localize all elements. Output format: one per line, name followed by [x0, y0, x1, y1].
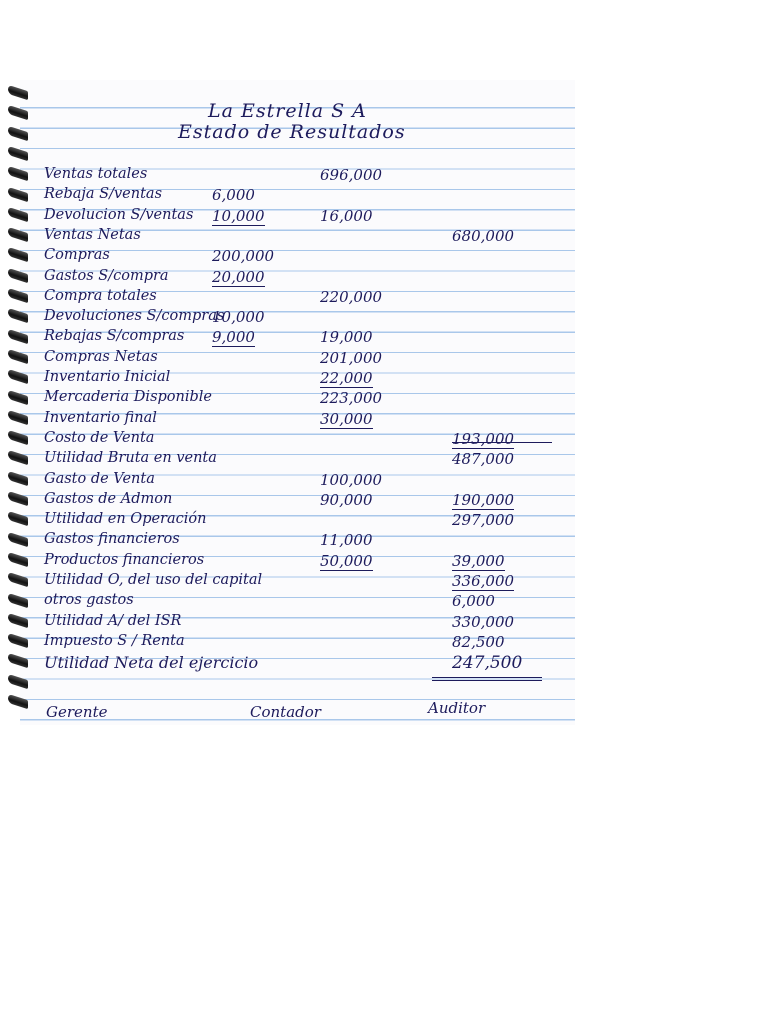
binding-ring — [8, 166, 28, 181]
binding-ring — [8, 85, 28, 100]
row-label: Utilidad Neta del ejercicio — [44, 653, 259, 673]
signature-auditor: Auditor — [428, 699, 486, 717]
row-amount-col3: 247,500 — [452, 653, 523, 674]
binding-ring — [8, 288, 28, 303]
signature-gerente: Gerente — [46, 703, 108, 721]
statement-title: Estado de Resultados — [178, 121, 406, 143]
binding-ring — [8, 613, 28, 628]
row-amount-col3: 39,000 — [452, 551, 505, 570]
row-amount-col3: 82,500 — [452, 632, 505, 651]
binding-ring — [8, 369, 28, 384]
row-amount-col3: 336,000 — [452, 572, 515, 590]
row-amount-col2: 19,000 — [320, 328, 373, 347]
row-amount-col3: 680,000 — [452, 226, 515, 245]
binding-ring — [8, 430, 28, 445]
row-amount-col2: 11,000 — [320, 531, 373, 550]
row-label: Inventario Inicial — [44, 369, 171, 385]
row-label: Utilidad en Operación — [44, 511, 207, 528]
row-amount-col2: 696,000 — [320, 166, 383, 184]
row-label: Productos financieros — [44, 551, 205, 568]
binding-ring — [8, 227, 28, 242]
row-amount-col3: 297,000 — [452, 511, 515, 530]
binding-ring — [8, 105, 28, 120]
row-amount-col1: 10,000 — [212, 206, 265, 225]
row-amount-col2: 223,000 — [320, 389, 383, 408]
binding-ring — [8, 125, 28, 140]
row-label: Costo de Venta — [44, 429, 155, 446]
row-label: Inventario final — [44, 409, 157, 426]
row-amount-col1: 6,000 — [212, 186, 255, 205]
binding-ring — [8, 328, 28, 343]
binding-ring — [8, 694, 28, 709]
row-label: Utilidad O, del uso del capital — [44, 572, 263, 588]
row-amount-col3: 487,000 — [452, 450, 515, 469]
row-label: Ventas totales — [44, 166, 148, 182]
binding-ring — [8, 207, 28, 222]
row-label: Mercaderia Disponible — [44, 389, 213, 406]
binding-ring — [8, 552, 28, 567]
row-amount-col2: 16,000 — [320, 206, 373, 225]
row-amount-col3: 6,000 — [452, 592, 495, 611]
row-label: Ventas Netas — [44, 226, 141, 243]
company-title: La Estrella S A — [208, 100, 367, 122]
row-label: Impuesto S / Renta — [44, 632, 185, 649]
costo-venta-rule — [452, 442, 552, 443]
row-label: Compra totales — [44, 287, 157, 304]
row-amount-col2: 90,000 — [320, 490, 373, 509]
row-amount-col2: 201,000 — [320, 348, 383, 367]
row-amount-col3: 190,000 — [452, 490, 515, 509]
row-label: Utilidad A/ del ISR — [44, 612, 182, 629]
signature-contador: Contador — [250, 703, 321, 721]
binding-ring — [8, 653, 28, 668]
row-label: Utilidad Bruta en venta — [44, 450, 217, 467]
binding-ring — [8, 491, 28, 506]
binding-ring — [8, 308, 28, 323]
binding-ring — [8, 511, 28, 526]
binding-ring — [8, 592, 28, 607]
row-amount-col2: 220,000 — [320, 287, 383, 306]
row-amount-col2: 30,000 — [320, 409, 373, 428]
binding-ring — [8, 470, 28, 485]
spiral-binding — [8, 88, 32, 718]
row-label: otros gastos — [44, 592, 134, 609]
row-label: Gastos S/compra — [44, 267, 169, 284]
binding-ring — [8, 186, 28, 201]
row-label: Compras Netas — [44, 348, 158, 365]
row-label: Devolucion S/ventas — [44, 206, 194, 223]
row-label: Rebaja S/ventas — [44, 186, 163, 203]
binding-ring — [8, 450, 28, 465]
binding-ring — [8, 673, 28, 688]
row-label: Compras — [44, 247, 110, 264]
binding-ring — [8, 572, 28, 587]
row-amount-col1: 20,000 — [212, 267, 265, 286]
binding-ring — [8, 633, 28, 648]
binding-ring — [8, 410, 28, 425]
binding-ring — [8, 349, 28, 364]
row-label: Devoluciones S/compras — [44, 308, 225, 325]
row-amount-col3: 193,000 — [452, 429, 515, 448]
row-amount-col2: 100,000 — [320, 470, 383, 489]
row-label: Rebajas S/compras — [44, 328, 185, 345]
net-total-rule — [432, 677, 542, 681]
row-label: Gasto de Venta — [44, 470, 155, 487]
row-label: Gastos de Admon — [44, 490, 173, 507]
row-label: Gastos financieros — [44, 531, 180, 548]
row-amount-col1: 9,000 — [212, 328, 255, 347]
binding-ring — [8, 531, 28, 546]
binding-ring — [8, 267, 28, 282]
row-amount-col2: 22,000 — [320, 369, 373, 387]
binding-ring — [8, 146, 28, 161]
binding-ring — [8, 247, 28, 262]
row-amount-col1: 10,000 — [212, 308, 265, 327]
row-amount-col1: 200,000 — [212, 247, 275, 266]
row-amount-col3: 330,000 — [452, 612, 515, 631]
row-amount-col2: 50,000 — [320, 551, 373, 570]
binding-ring — [8, 389, 28, 404]
